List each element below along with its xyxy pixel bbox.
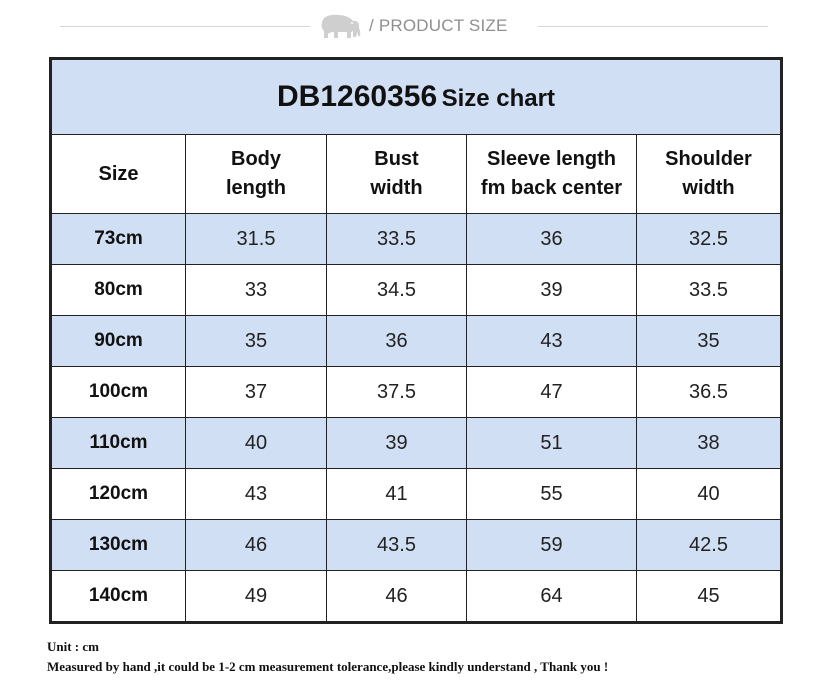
column-header-bust-width	[327, 135, 467, 214]
sleeve-length-cell: 47	[467, 367, 637, 418]
size-rows	[52, 214, 781, 622]
sleeve-length-cell: 39	[467, 265, 637, 316]
table-row	[52, 214, 781, 265]
size-cell: 140cm	[52, 571, 186, 622]
header-divider-right	[538, 26, 768, 27]
table-row	[52, 316, 781, 367]
bust-width-cell: 43.5	[327, 520, 467, 571]
shoulder-width-cell: 36.5	[637, 367, 781, 418]
elephant-icon	[316, 11, 364, 41]
column-header-sleeve-length	[467, 135, 637, 214]
sleeve-length-cell: 64	[467, 571, 637, 622]
body-length-cell: 49	[186, 571, 327, 622]
shoulder-width-cell: 33.5	[637, 265, 781, 316]
bust-width-cell: 33.5	[327, 214, 467, 265]
chart-model-number: DB1260356	[277, 80, 438, 113]
column-header-row	[52, 135, 781, 214]
unit-note: Unit : cm	[47, 639, 99, 654]
body-length-cell: 46	[186, 520, 327, 571]
bust-width-cell: 41	[327, 469, 467, 520]
chart-title	[52, 60, 781, 135]
size-cell: 120cm	[52, 469, 186, 520]
table-row	[52, 418, 781, 469]
column-header-size	[52, 135, 186, 214]
bust-width-cell: 36	[327, 316, 467, 367]
table-row	[52, 520, 781, 571]
column-header-line: Bust	[374, 148, 419, 170]
table-row	[52, 571, 781, 622]
column-header-line: fm back center	[480, 177, 623, 199]
body-length-cell: 43	[186, 469, 327, 520]
sleeve-length-cell: 36	[467, 214, 637, 265]
body-length-cell: 33	[186, 265, 327, 316]
body-length-cell: 35	[186, 316, 327, 367]
table-row	[52, 367, 781, 418]
column-header-line: length	[226, 177, 286, 199]
sleeve-length-cell: 59	[467, 520, 637, 571]
bust-width-cell: 39	[327, 418, 467, 469]
bust-width-cell: 34.5	[327, 265, 467, 316]
body-length-cell: 31.5	[186, 214, 327, 265]
column-header-line: width	[370, 177, 423, 199]
footnotes	[47, 637, 608, 677]
column-header-line: Body	[231, 148, 281, 170]
size-cell: 90cm	[52, 316, 186, 367]
chart-title-row	[52, 60, 781, 135]
body-length-cell: 40	[186, 418, 327, 469]
header-divider-left	[60, 26, 310, 27]
column-header-shoulder-width	[637, 135, 781, 214]
table-row	[52, 265, 781, 316]
shoulder-width-cell: 38	[637, 418, 781, 469]
size-cell: 110cm	[52, 418, 186, 469]
tolerance-note: Measured by hand ,it could be 1-2 cm measurement tolerance,please kindly understand , Thank you !	[47, 659, 609, 674]
size-chart-table	[51, 59, 781, 622]
size-cell: 130cm	[52, 520, 186, 571]
table-row	[52, 469, 781, 520]
shoulder-width-cell: 40	[637, 469, 781, 520]
shoulder-width-cell: 45	[637, 571, 781, 622]
product-size-header	[0, 8, 828, 44]
column-header-line: Sleeve length	[487, 148, 616, 170]
shoulder-width-cell: 42.5	[637, 520, 781, 571]
bust-width-cell: 37.5	[327, 367, 467, 418]
header-title: / PRODUCT SIZE	[369, 16, 508, 35]
chart-title-suffix: Size chart	[441, 85, 555, 112]
bust-width-cell: 46	[327, 571, 467, 622]
size-cell: 73cm	[52, 214, 186, 265]
column-header-body-length	[186, 135, 327, 214]
sleeve-length-cell: 51	[467, 418, 637, 469]
body-length-cell: 37	[186, 367, 327, 418]
shoulder-width-cell: 35	[637, 316, 781, 367]
column-header-line: width	[682, 177, 735, 199]
column-header-line: Shoulder	[665, 148, 752, 170]
shoulder-width-cell: 32.5	[637, 214, 781, 265]
size-chart	[49, 57, 783, 624]
sleeve-length-cell: 55	[467, 469, 637, 520]
column-header-line: Size	[98, 162, 139, 185]
size-cell: 80cm	[52, 265, 186, 316]
sleeve-length-cell: 43	[467, 316, 637, 367]
size-cell: 100cm	[52, 367, 186, 418]
